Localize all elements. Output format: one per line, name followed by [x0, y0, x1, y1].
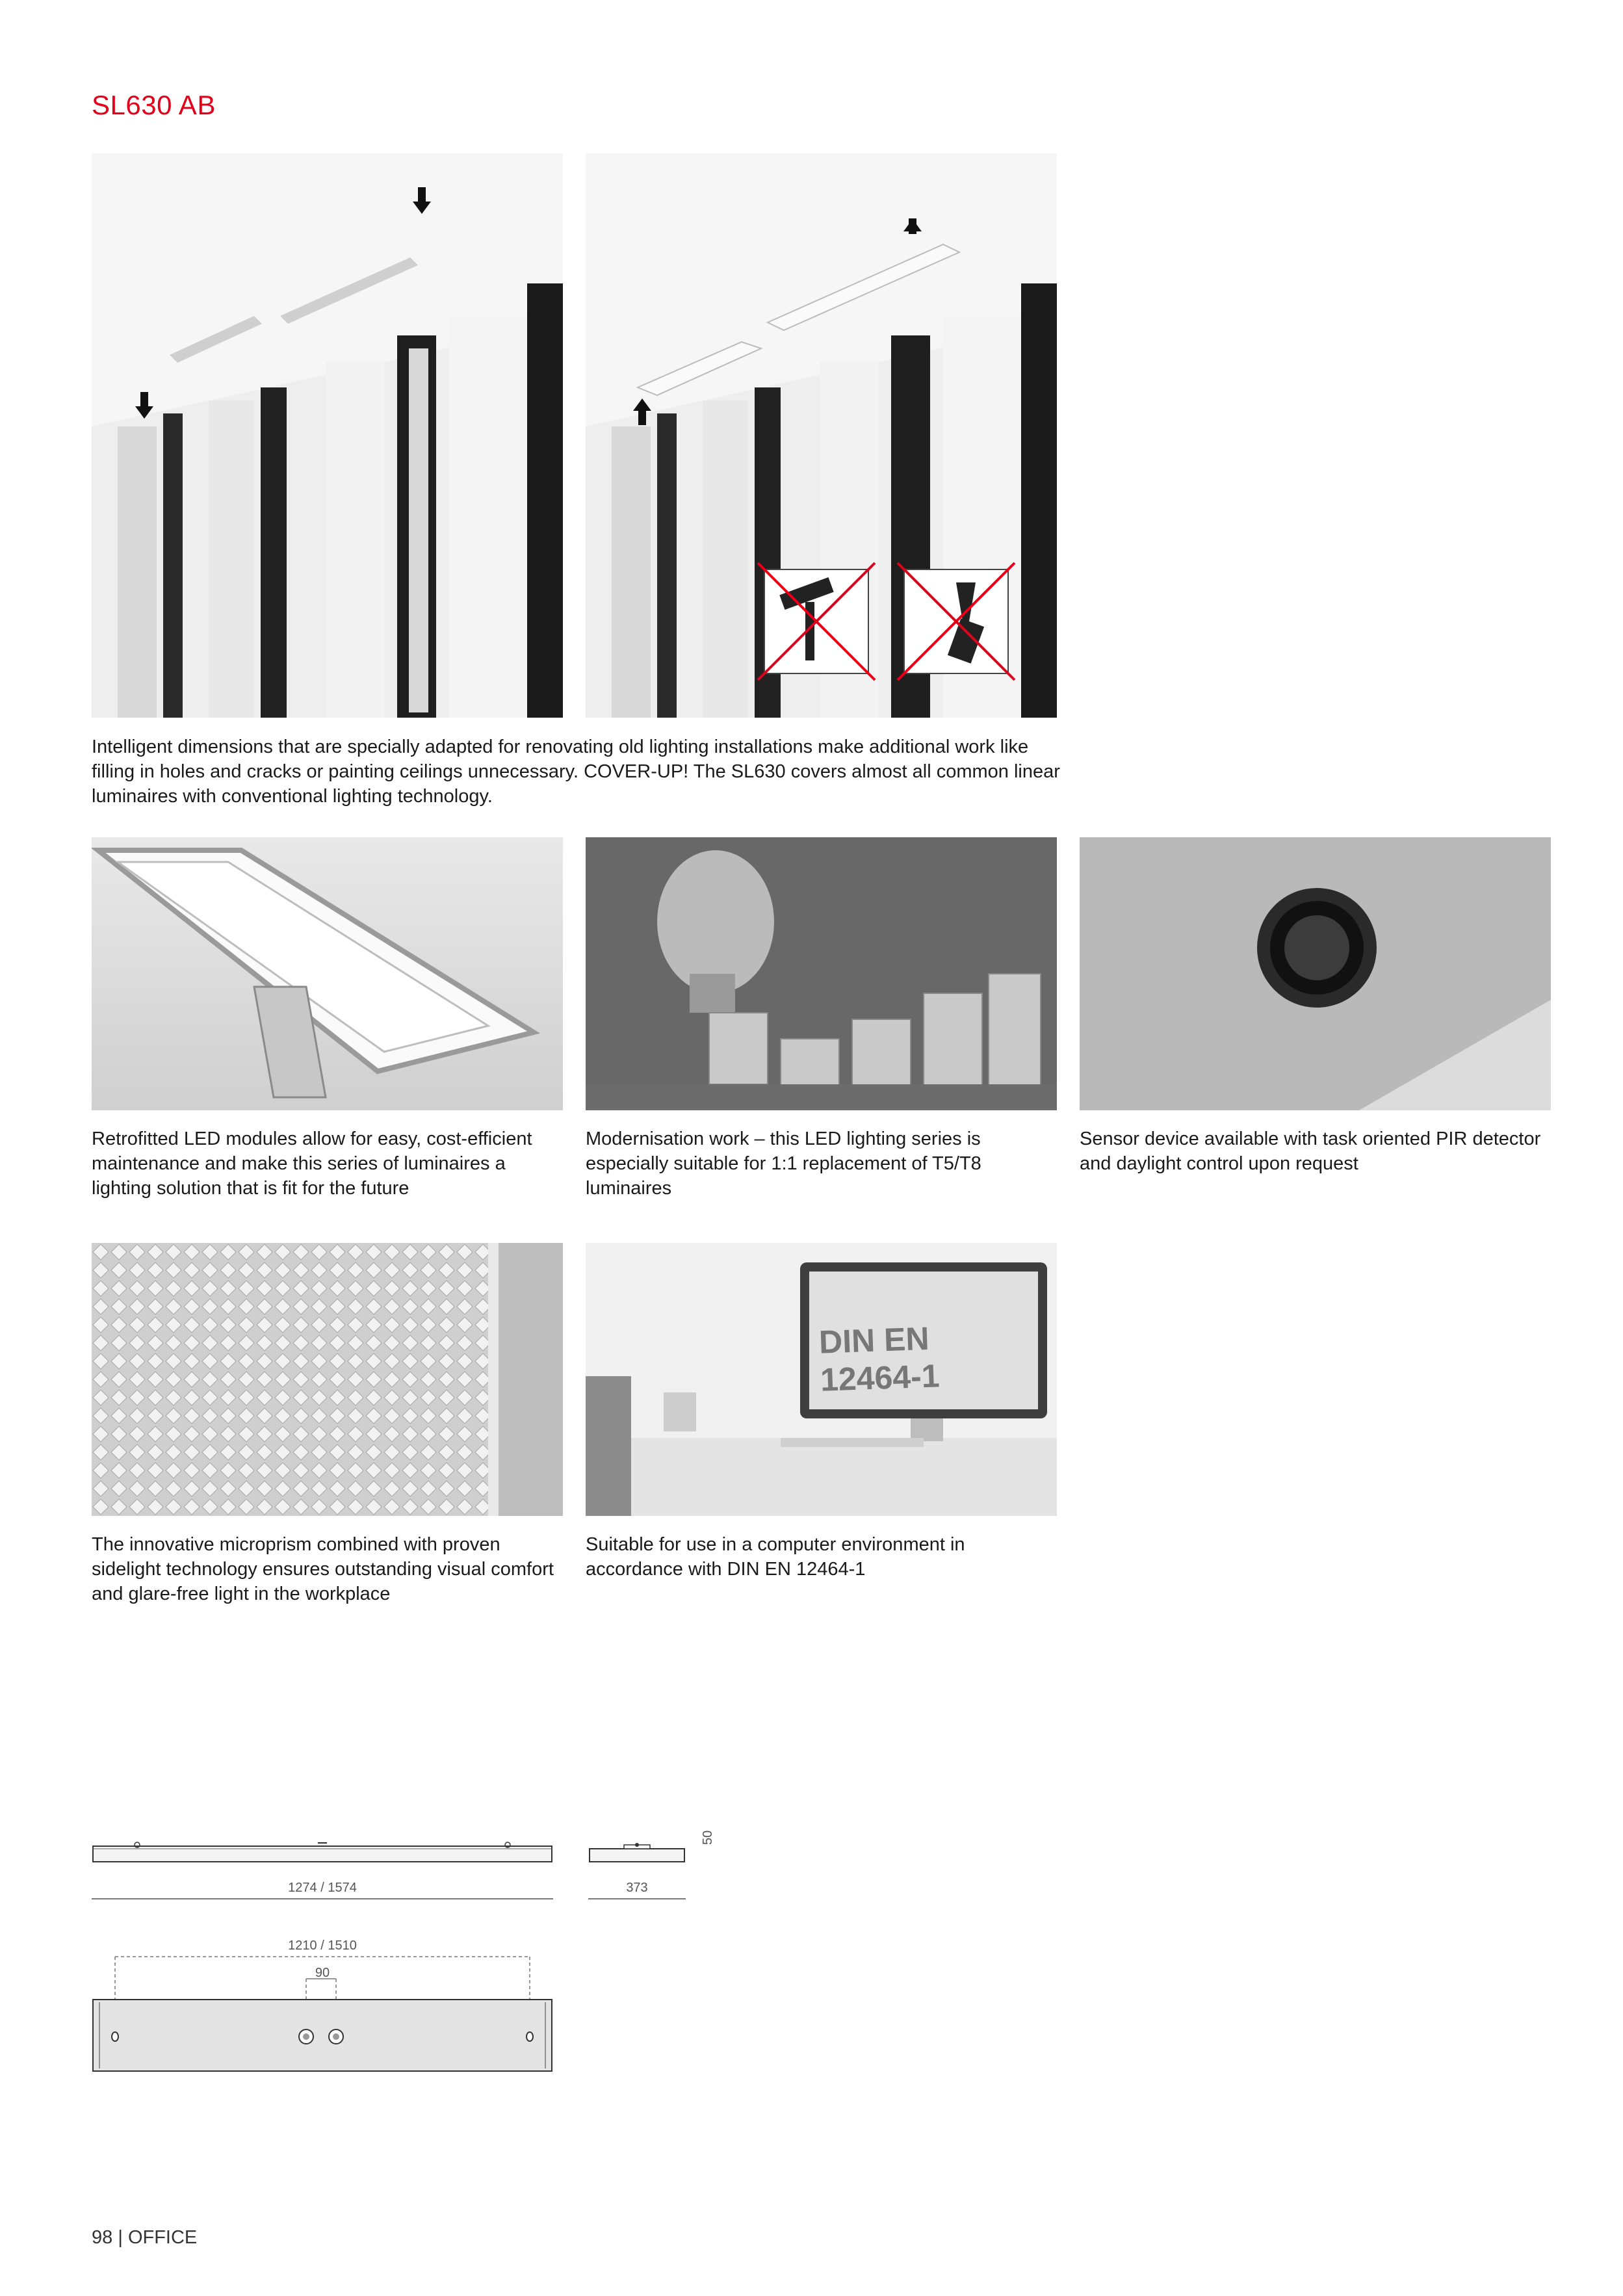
top-view-drawing	[92, 1955, 553, 2072]
page-number: 98	[92, 2227, 113, 2248]
length-dimension-label: 1274 / 1574	[288, 1881, 357, 1895]
coins-lightbulb-photo	[586, 837, 1057, 1110]
length-dimension-line	[92, 1898, 553, 1899]
footer-separator: |	[118, 2227, 123, 2248]
center-distance-label: 90	[315, 1966, 330, 1980]
pir-sensor-photo	[1080, 837, 1551, 1110]
no-filling-icon	[898, 563, 1015, 680]
feature-caption-sensor: Sensor device available with task oriented PIR detector and daylight control upon request	[1080, 1128, 1541, 1174]
page-title: SL630 AB	[92, 90, 216, 120]
ceiling-before-photo	[92, 153, 563, 718]
microprism-photo	[92, 1243, 563, 1516]
intro-caption: Intelligent dimensions that are specially adapted for renovating old lighting installations make additional work like filling in holes and cracks or painting ceilings unnecessary. COVER-UP! The SL630 covers almost all common linear luminaires with conventional lighting technology.	[92, 737, 1060, 807]
mount-distance-label: 1210 / 1510	[288, 1938, 357, 1953]
no-painting-icon	[758, 563, 875, 680]
computer-workplace-photo	[586, 1243, 1057, 1516]
feature-caption-modernisation: Modernisation work – this LED lighting series is especially suitable for 1:1 replacement of T5/T8 luminaires	[586, 1128, 981, 1199]
feature-caption-din: Suitable for use in a computer environment in accordance with DIN EN 12464-1	[586, 1534, 965, 1580]
side-view-drawing	[92, 1840, 553, 1866]
feature-caption-led-modules: Retrofitted LED modules allow for easy, cost-efficient maintenance and make this series of luminaires a lighting solution that is fit for the future	[92, 1128, 532, 1199]
width-dimension-label: 373	[626, 1881, 648, 1895]
led-module-frame-photo	[92, 837, 563, 1110]
height-dimension-label: 50	[701, 1830, 715, 1845]
width-dimension-line	[588, 1898, 686, 1899]
monitor-text: DIN EN 12464-1	[818, 1320, 941, 1398]
ceiling-after-photo	[586, 153, 1057, 718]
end-view-drawing	[588, 1840, 686, 1866]
page-footer	[92, 2227, 197, 2249]
feature-caption-microprism: The innovative microprism combined with proven sidelight technology ensures outstanding visual comfort and glare-free light in the workplace	[92, 1534, 554, 1604]
section-name: OFFICE	[127, 2227, 198, 2248]
